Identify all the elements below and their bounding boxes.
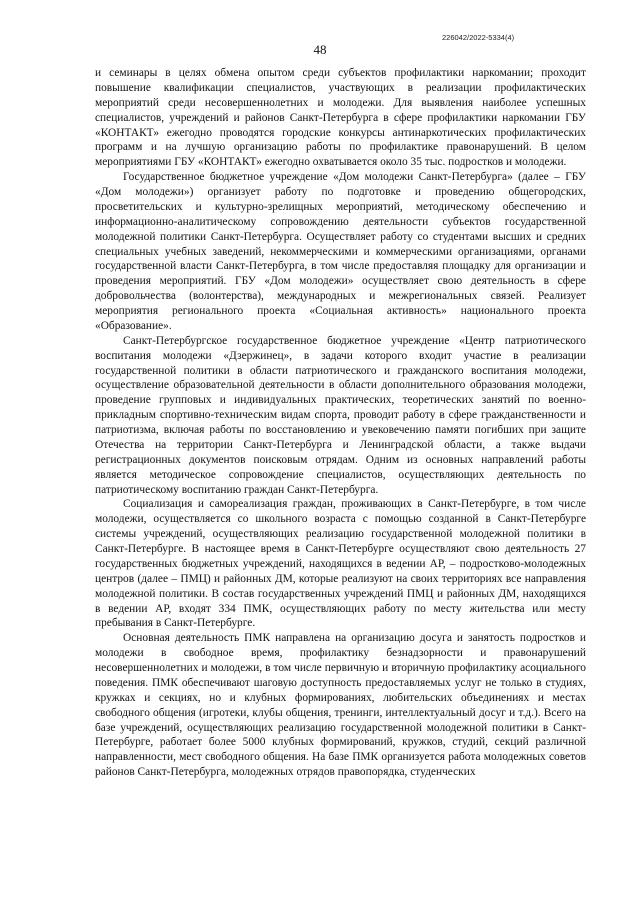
page-number: 48 xyxy=(313,42,327,57)
document-body xyxy=(95,66,586,780)
paragraph-socialization: Социализация и самореализация граждан, проживающих в Санкт-Петербурге, в том числе молодежи, осуществляется со школьного возраста с помощью созданной в Санкт-Петербурге системы учреждений, осуществляющих реализацию государственной молодежной политики в Санкт-Петербурге. В настоящее время в Санкт-Петербурге осуществляют свою деятельность 27 государственных бюджетных учреждений, находящихся в ведении АР, – подростково-молодежных центров (далее – ПМЦ) и районных ДМ, которые реализуют на своих территориях все направления молодежной политики. В состав государственных учреждений ПМЦ и районных ДМ, находящихся в ведении АР, входят 334 ПМК, осуществляющих работу по месту жительства или месту пребывания в Санкт-Петербурге. xyxy=(95,498,586,630)
document-id: 226042/2022-5334(4) xyxy=(442,33,515,42)
paragraph-dzerzhinets: Санкт-Петербургское государственное бюджетное учреждение «Центр патриотического воспитания молодежи «Дзержинец», в задачи которого входит участие в реализации государственной политики в области патриотического и гражданского воспитания молодежи, осуществление образовательной деятельности в области дополнительного образования молодежи, проведение групповых и индивидуальных практических, теоретических занятий по военно-прикладным спортивно-техническим видам спорта, проводит работу в сфере гражданственности и патриотизма, включая работы по восстановлению и увековечению памяти погибших при защите Отечества на территории Санкт-Петербурга и Ленинградской области, а также выдачи регистрационных документов поисковым отрядам. Одним из основных направлений работы является методическое сопровождение специалистов, осуществляющих деятельность по патриотическому воспитанию граждан Санкт-Петербурга. xyxy=(95,334,586,496)
paragraph-pmk-activity: Основная деятельность ПМК направлена на организацию досуга и занятость подростков и молодежи в свободное время, профилактику безнадзорности и правонарушений несовершеннолетних и молодежи, в том числе первичную и вторичную профилактику асоциального поведения. ПМК обеспечивают шаговую доступность предоставляемых услуг не только в студиях, кружках и секциях, но и клубных формированиях, любительских объединениях и местах свободного общения (игротеки, клубы общения, тренинги, интеллектуальный досуг и т.д.). Всего на базе учреждений, осуществляющих реализацию государственной молодежной политики в Санкт-Петербурге, работает более 5000 клубных формирований, кружков, студий, секций различной направленности, мест свободного общения. На базе ПМК организуется работа молодежных советов районов Санкт-Петербурга, молодежных отрядов правопорядка, студенческих xyxy=(95,632,586,779)
paragraph-continuation: и семинары в целях обмена опытом среди субъектов профилактики наркомании; проходит повышение квалификации специалистов, участвующих в реализации профилактических мероприятий среди несовершеннолетних и молодежи. Для выявления наиболее успешных специалистов, учреждений и районов Санкт-Петербурга в сфере профилактики наркомании ГБУ «КОНТАКТ» ежегодно проводятся городские конкурсы антинаркотических профилактических программ и на лучшую организацию работы по профилактике правонарушений. В целом мероприятиями ГБУ «КОНТАКТ» ежегодно охватывается около 35 тыс. подростков и молодежи. xyxy=(95,67,586,169)
paragraph-dom-molodezhi: Государственное бюджетное учреждение «Дом молодежи Санкт-Петербурга» (далее – ГБУ «Дом молодежи») организует работу по подготовке и проведению общегородских, просветительских и культурно-зрелищных мероприятий, методическому обеспечению и информационно-аналитическому сопровождению деятельности субъектов государственной молодежной политики Санкт-Петербурга. Осуществляет работу со студентами высших и средних специальных учебных заведений, некоммерческими и коммерческими организациями, органами государственной власти Санкт-Петербурга, в том числе предоставляя площадку для организации и проведения мероприятий. ГБУ «Дом молодежи» осуществляет свою деятельность в сфере добровольчества (волонтерства), международных и межрегиональных связей. Реализует мероприятия регионального проекта «Социальная активность» национального проекта «Образование». xyxy=(95,171,586,332)
